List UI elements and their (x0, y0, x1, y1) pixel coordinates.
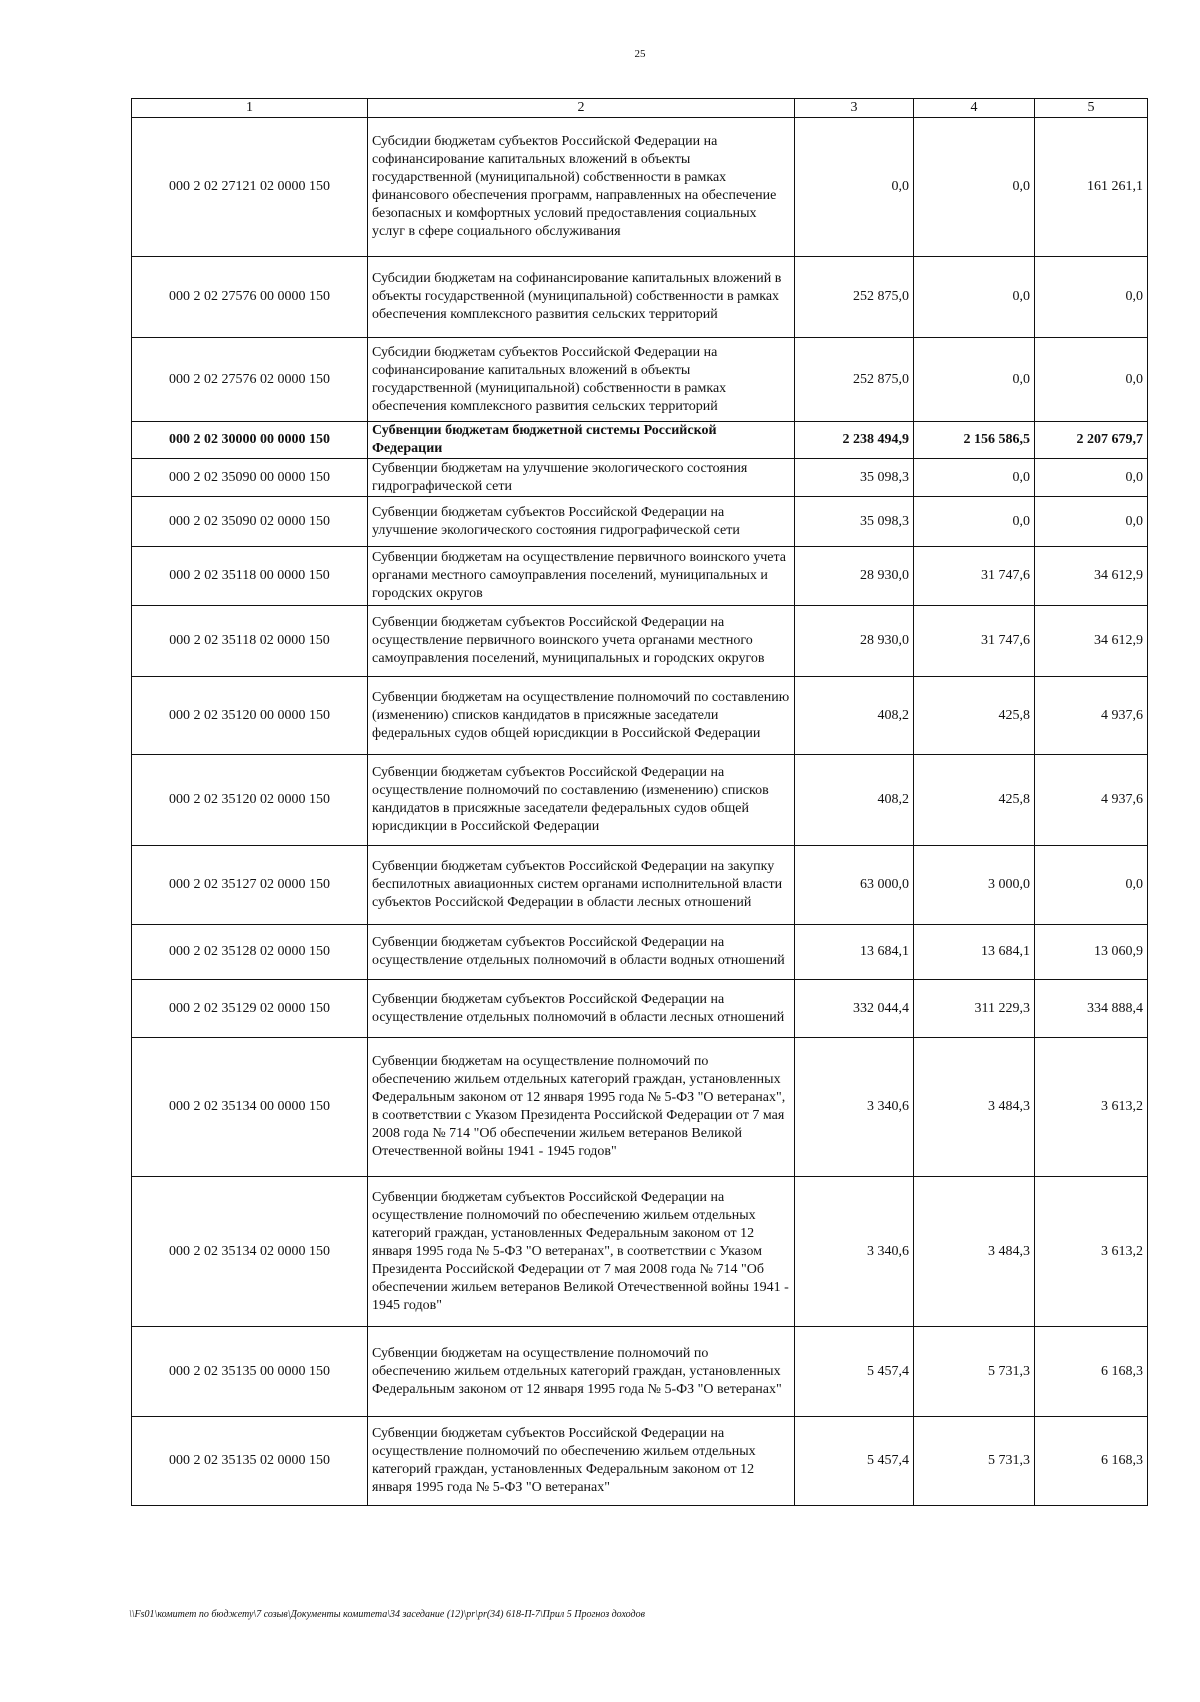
file-path-footer: \\Fs01\комитет по бюджету\7 созыв\Документы комитета\34 заседание (12)\pr\pr(34) 618-П-7\Прил 5 Прогноз доходов (129, 1609, 645, 1620)
value-col3-cell: 63 000,0 (795, 846, 914, 925)
budget-code-cell: 000 2 02 30000 00 0000 150 (132, 422, 368, 459)
budget-code-cell: 000 2 02 35134 02 0000 150 (132, 1177, 368, 1327)
value-col3-cell: 332 044,4 (795, 980, 914, 1038)
table-row (132, 755, 1148, 846)
description-cell: Субвенции бюджетам на осуществление полномочий по составлению (изменению) списков кандидатов в присяжные заседатели федеральных судов общей юрисдикции в Российской Федерации (368, 677, 795, 755)
description-cell: Субвенции бюджетам субъектов Российской Федерации на осуществление отдельных полномочий в области водных отношений (368, 925, 795, 980)
description-cell: Субсидии бюджетам субъектов Российской Федерации на софинансирование капитальных вложений в объекты государственной (муниципальной) собственности в рамках обеспечения комплексного развития сельских территорий (368, 338, 795, 422)
table-row (132, 606, 1148, 677)
value-col3-cell: 13 684,1 (795, 925, 914, 980)
description-cell: Субсидии бюджетам субъектов Российской Федерации на софинансирование капитальных вложений в объекты государственной (муниципальной) собственности в рамках финансового обеспечения программ, направленных на обеспечение безопасных и комфортных условий предоставления социальных услуг в сфере социального обслуживания (368, 118, 795, 257)
description-cell: Субвенции бюджетам на осуществление полномочий по обеспечению жильем отдельных категорий граждан, установленных Федеральным законом от 12 января 1995 года № 5-ФЗ "О ветеранах" (368, 1327, 795, 1417)
value-col3-cell: 408,2 (795, 755, 914, 846)
table-row (132, 1177, 1148, 1327)
value-col4-cell: 3 484,3 (914, 1038, 1035, 1177)
budget-code-cell: 000 2 02 35120 00 0000 150 (132, 677, 368, 755)
value-col3-cell: 28 930,0 (795, 547, 914, 606)
description-cell: Субвенции бюджетам на улучшение экологического состояния гидрографической сети (368, 459, 795, 497)
description-cell: Субвенции бюджетам субъектов Российской Федерации на осуществление полномочий по обеспечению жильем отдельных категорий граждан, установленных Федеральным законом от 12 января 1995 года № 5-ФЗ "О ветеранах", в соответствии с Указом Президента Российской Федерации от 7 мая 2008 года № 714 "Об обеспечении жильем ветеранов Великой Отечественной войны 1941 - 1945 годов" (368, 1177, 795, 1327)
value-col5-cell: 3 613,2 (1035, 1177, 1148, 1327)
value-col3-cell: 252 875,0 (795, 257, 914, 338)
table-row (132, 1327, 1148, 1417)
value-col4-cell: 3 000,0 (914, 846, 1035, 925)
value-col3-cell: 3 340,6 (795, 1038, 914, 1177)
value-col5-cell: 6 168,3 (1035, 1417, 1148, 1506)
budget-table (131, 98, 1148, 1506)
value-col5-cell: 4 937,6 (1035, 677, 1148, 755)
value-col5-cell: 3 613,2 (1035, 1038, 1148, 1177)
column-header-4: 4 (914, 99, 1035, 118)
value-col5-cell: 0,0 (1035, 846, 1148, 925)
table-row (132, 497, 1148, 547)
table-row (132, 677, 1148, 755)
budget-code-cell: 000 2 02 35090 02 0000 150 (132, 497, 368, 547)
budget-code-cell: 000 2 02 35118 00 0000 150 (132, 547, 368, 606)
value-col4-cell: 5 731,3 (914, 1417, 1035, 1506)
value-col5-cell: 2 207 679,7 (1035, 422, 1148, 459)
table-header-row (132, 99, 1148, 118)
description-cell: Субсидии бюджетам на софинансирование капитальных вложений в объекты государственной (муниципальной) собственности в рамках обеспечения комплексного развития сельских территорий (368, 257, 795, 338)
value-col5-cell: 0,0 (1035, 459, 1148, 497)
table-row (132, 547, 1148, 606)
value-col4-cell: 0,0 (914, 118, 1035, 257)
table-row (132, 118, 1148, 257)
table-row (132, 925, 1148, 980)
budget-code-cell: 000 2 02 35120 02 0000 150 (132, 755, 368, 846)
value-col4-cell: 425,8 (914, 755, 1035, 846)
table-row (132, 980, 1148, 1038)
value-col3-cell: 5 457,4 (795, 1417, 914, 1506)
table-row (132, 459, 1148, 497)
budget-code-cell: 000 2 02 35128 02 0000 150 (132, 925, 368, 980)
value-col4-cell: 0,0 (914, 338, 1035, 422)
value-col3-cell: 3 340,6 (795, 1177, 914, 1327)
budget-code-cell: 000 2 02 35090 00 0000 150 (132, 459, 368, 497)
value-col5-cell: 0,0 (1035, 257, 1148, 338)
value-col5-cell: 6 168,3 (1035, 1327, 1148, 1417)
value-col4-cell: 0,0 (914, 257, 1035, 338)
budget-code-cell: 000 2 02 35135 00 0000 150 (132, 1327, 368, 1417)
value-col5-cell: 0,0 (1035, 338, 1148, 422)
value-col4-cell: 311 229,3 (914, 980, 1035, 1038)
value-col5-cell: 34 612,9 (1035, 606, 1148, 677)
description-cell: Субвенции бюджетам бюджетной системы Российской Федерации (368, 422, 795, 459)
value-col4-cell: 31 747,6 (914, 606, 1035, 677)
description-cell: Субвенции бюджетам субъектов Российской Федерации на осуществление полномочий по обеспечению жильем отдельных категорий граждан, установленных Федеральным законом от 12 января 1995 года № 5-ФЗ "О ветеранах" (368, 1417, 795, 1506)
value-col3-cell: 28 930,0 (795, 606, 914, 677)
page-number: 25 (634, 48, 646, 60)
value-col3-cell: 35 098,3 (795, 459, 914, 497)
description-cell: Субвенции бюджетам на осуществление первичного воинского учета органами местного самоуправления поселений, муниципальных и городских округов (368, 547, 795, 606)
description-cell: Субвенции бюджетам субъектов Российской Федерации на улучшение экологического состояния гидрографической сети (368, 497, 795, 547)
budget-code-cell: 000 2 02 35127 02 0000 150 (132, 846, 368, 925)
value-col4-cell: 13 684,1 (914, 925, 1035, 980)
description-cell: Субвенции бюджетам субъектов Российской Федерации на осуществление полномочий по составлению (изменению) списков кандидатов в присяжные заседатели федеральных судов общей юрисдикции в Российской Федерации (368, 755, 795, 846)
value-col5-cell: 13 060,9 (1035, 925, 1148, 980)
value-col4-cell: 2 156 586,5 (914, 422, 1035, 459)
table-body (132, 118, 1148, 1506)
budget-code-cell: 000 2 02 35129 02 0000 150 (132, 980, 368, 1038)
value-col4-cell: 425,8 (914, 677, 1035, 755)
value-col5-cell: 161 261,1 (1035, 118, 1148, 257)
value-col3-cell: 408,2 (795, 677, 914, 755)
value-col3-cell: 2 238 494,9 (795, 422, 914, 459)
column-header-1: 1 (132, 99, 368, 118)
value-col5-cell: 34 612,9 (1035, 547, 1148, 606)
value-col5-cell: 334 888,4 (1035, 980, 1148, 1038)
value-col3-cell: 0,0 (795, 118, 914, 257)
value-col5-cell: 4 937,6 (1035, 755, 1148, 846)
table-row (132, 338, 1148, 422)
table-row (132, 257, 1148, 338)
table-row (132, 1038, 1148, 1177)
column-header-3: 3 (795, 99, 914, 118)
table-row (132, 846, 1148, 925)
column-header-5: 5 (1035, 99, 1148, 118)
value-col4-cell: 5 731,3 (914, 1327, 1035, 1417)
budget-code-cell: 000 2 02 27576 02 0000 150 (132, 338, 368, 422)
description-cell: Субвенции бюджетам субъектов Российской Федерации на осуществление первичного воинского учета органами местного самоуправления поселений, муниципальных и городских округов (368, 606, 795, 677)
value-col4-cell: 0,0 (914, 459, 1035, 497)
budget-code-cell: 000 2 02 27576 00 0000 150 (132, 257, 368, 338)
budget-code-cell: 000 2 02 35118 02 0000 150 (132, 606, 368, 677)
table-row (132, 422, 1148, 459)
value-col4-cell: 3 484,3 (914, 1177, 1035, 1327)
budget-code-cell: 000 2 02 35135 02 0000 150 (132, 1417, 368, 1506)
budget-code-cell: 000 2 02 35134 00 0000 150 (132, 1038, 368, 1177)
table-row (132, 1417, 1148, 1506)
column-header-2: 2 (368, 99, 795, 118)
value-col3-cell: 252 875,0 (795, 338, 914, 422)
description-cell: Субвенции бюджетам субъектов Российской Федерации на осуществление отдельных полномочий в области лесных отношений (368, 980, 795, 1038)
value-col3-cell: 35 098,3 (795, 497, 914, 547)
value-col4-cell: 0,0 (914, 497, 1035, 547)
value-col5-cell: 0,0 (1035, 497, 1148, 547)
budget-code-cell: 000 2 02 27121 02 0000 150 (132, 118, 368, 257)
value-col3-cell: 5 457,4 (795, 1327, 914, 1417)
description-cell: Субвенции бюджетам субъектов Российской Федерации на закупку беспилотных авиационных систем органами исполнительной власти субъектов Российской Федерации в области лесных отношений (368, 846, 795, 925)
description-cell: Субвенции бюджетам на осуществление полномочий по обеспечению жильем отдельных категорий граждан, установленных Федеральным законом от 12 января 1995 года № 5-ФЗ "О ветеранах", в соответствии с Указом Президента Российской Федерации от 7 мая 2008 года № 714 "Об обеспечении жильем ветеранов Великой Отечественной войны 1941 - 1945 годов" (368, 1038, 795, 1177)
value-col4-cell: 31 747,6 (914, 547, 1035, 606)
